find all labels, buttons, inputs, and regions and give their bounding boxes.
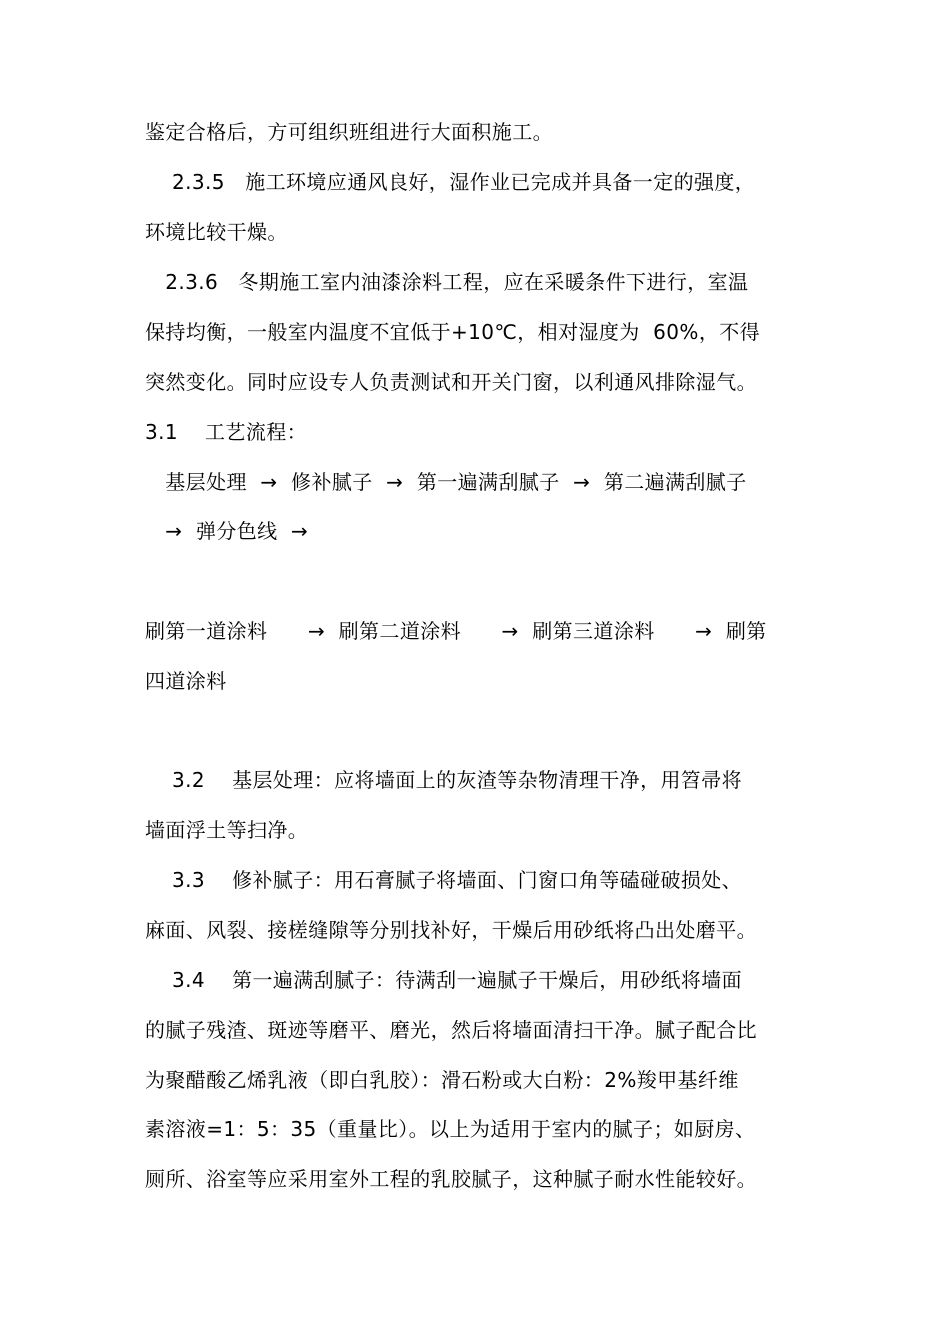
text-line: 基层处理 → 修补腻子 → 第一遍满刮腻子 → 第二遍满刮腻子 <box>145 470 747 494</box>
text-line: 3.4 第一遍满刮腻子：待满刮一遍腻子干燥后，用砂纸将墙面 <box>145 968 743 992</box>
text-line: 环境比较干燥。 <box>145 220 288 244</box>
text-line: 刷第一道涂料 → 刷第二道涂料 → 刷第三道涂料 → 刷第 <box>145 619 767 643</box>
text-line: 麻面、风裂、接槎缝隙等分别找补好，干燥后用砂纸将凸出处磨平。 <box>145 918 757 942</box>
text-line: → 弹分色线 → <box>145 519 309 543</box>
text-line: 2.3.5 施工环境应通风良好，湿作业已完成并具备一定的强度， <box>145 170 756 194</box>
text-line: 鉴定合格后，方可组织班组进行大面积施工。 <box>145 120 553 144</box>
text-line: 突然变化。同时应设专人负责测试和开关门窗，以利通风排除湿气。 <box>145 370 757 394</box>
text-line: 3.2 基层处理：应将墙面上的灰渣等杂物清理干净，用笤帚将 <box>145 768 743 792</box>
text-line: 2.3.6 冬期施工室内油漆涂料工程，应在采暖条件下进行，室温 <box>145 270 749 294</box>
text-line: 的腻子残渣、斑迹等磨平、磨光，然后将墙面清扫干净。腻子配合比 <box>145 1018 757 1042</box>
text-line: 厕所、浴室等应采用室外工程的乳胶腻子，这种腻子耐水性能较好。 <box>145 1167 757 1191</box>
text-line: 墙面浮土等扫净。 <box>145 818 309 842</box>
text-line: 为聚醋酸乙烯乳液（即白乳胶）：滑石粉或大白粉：2%羧甲基纤维 <box>145 1068 739 1092</box>
text-line: 3.3 修补腻子：用石膏腻子将墙面、门窗口角等磕碰破损处、 <box>145 868 743 892</box>
text-line: 3.1 工艺流程： <box>145 420 308 444</box>
text-line: 四道涂料 <box>145 669 227 693</box>
text-line: 素溶液=1：5：35（重量比）。以上为适用于室内的腻子；如厨房、 <box>145 1117 756 1141</box>
text-line: 保持均衡，一般室内温度不宜低于+10℃，相对湿度为 60%，不得 <box>145 320 761 344</box>
